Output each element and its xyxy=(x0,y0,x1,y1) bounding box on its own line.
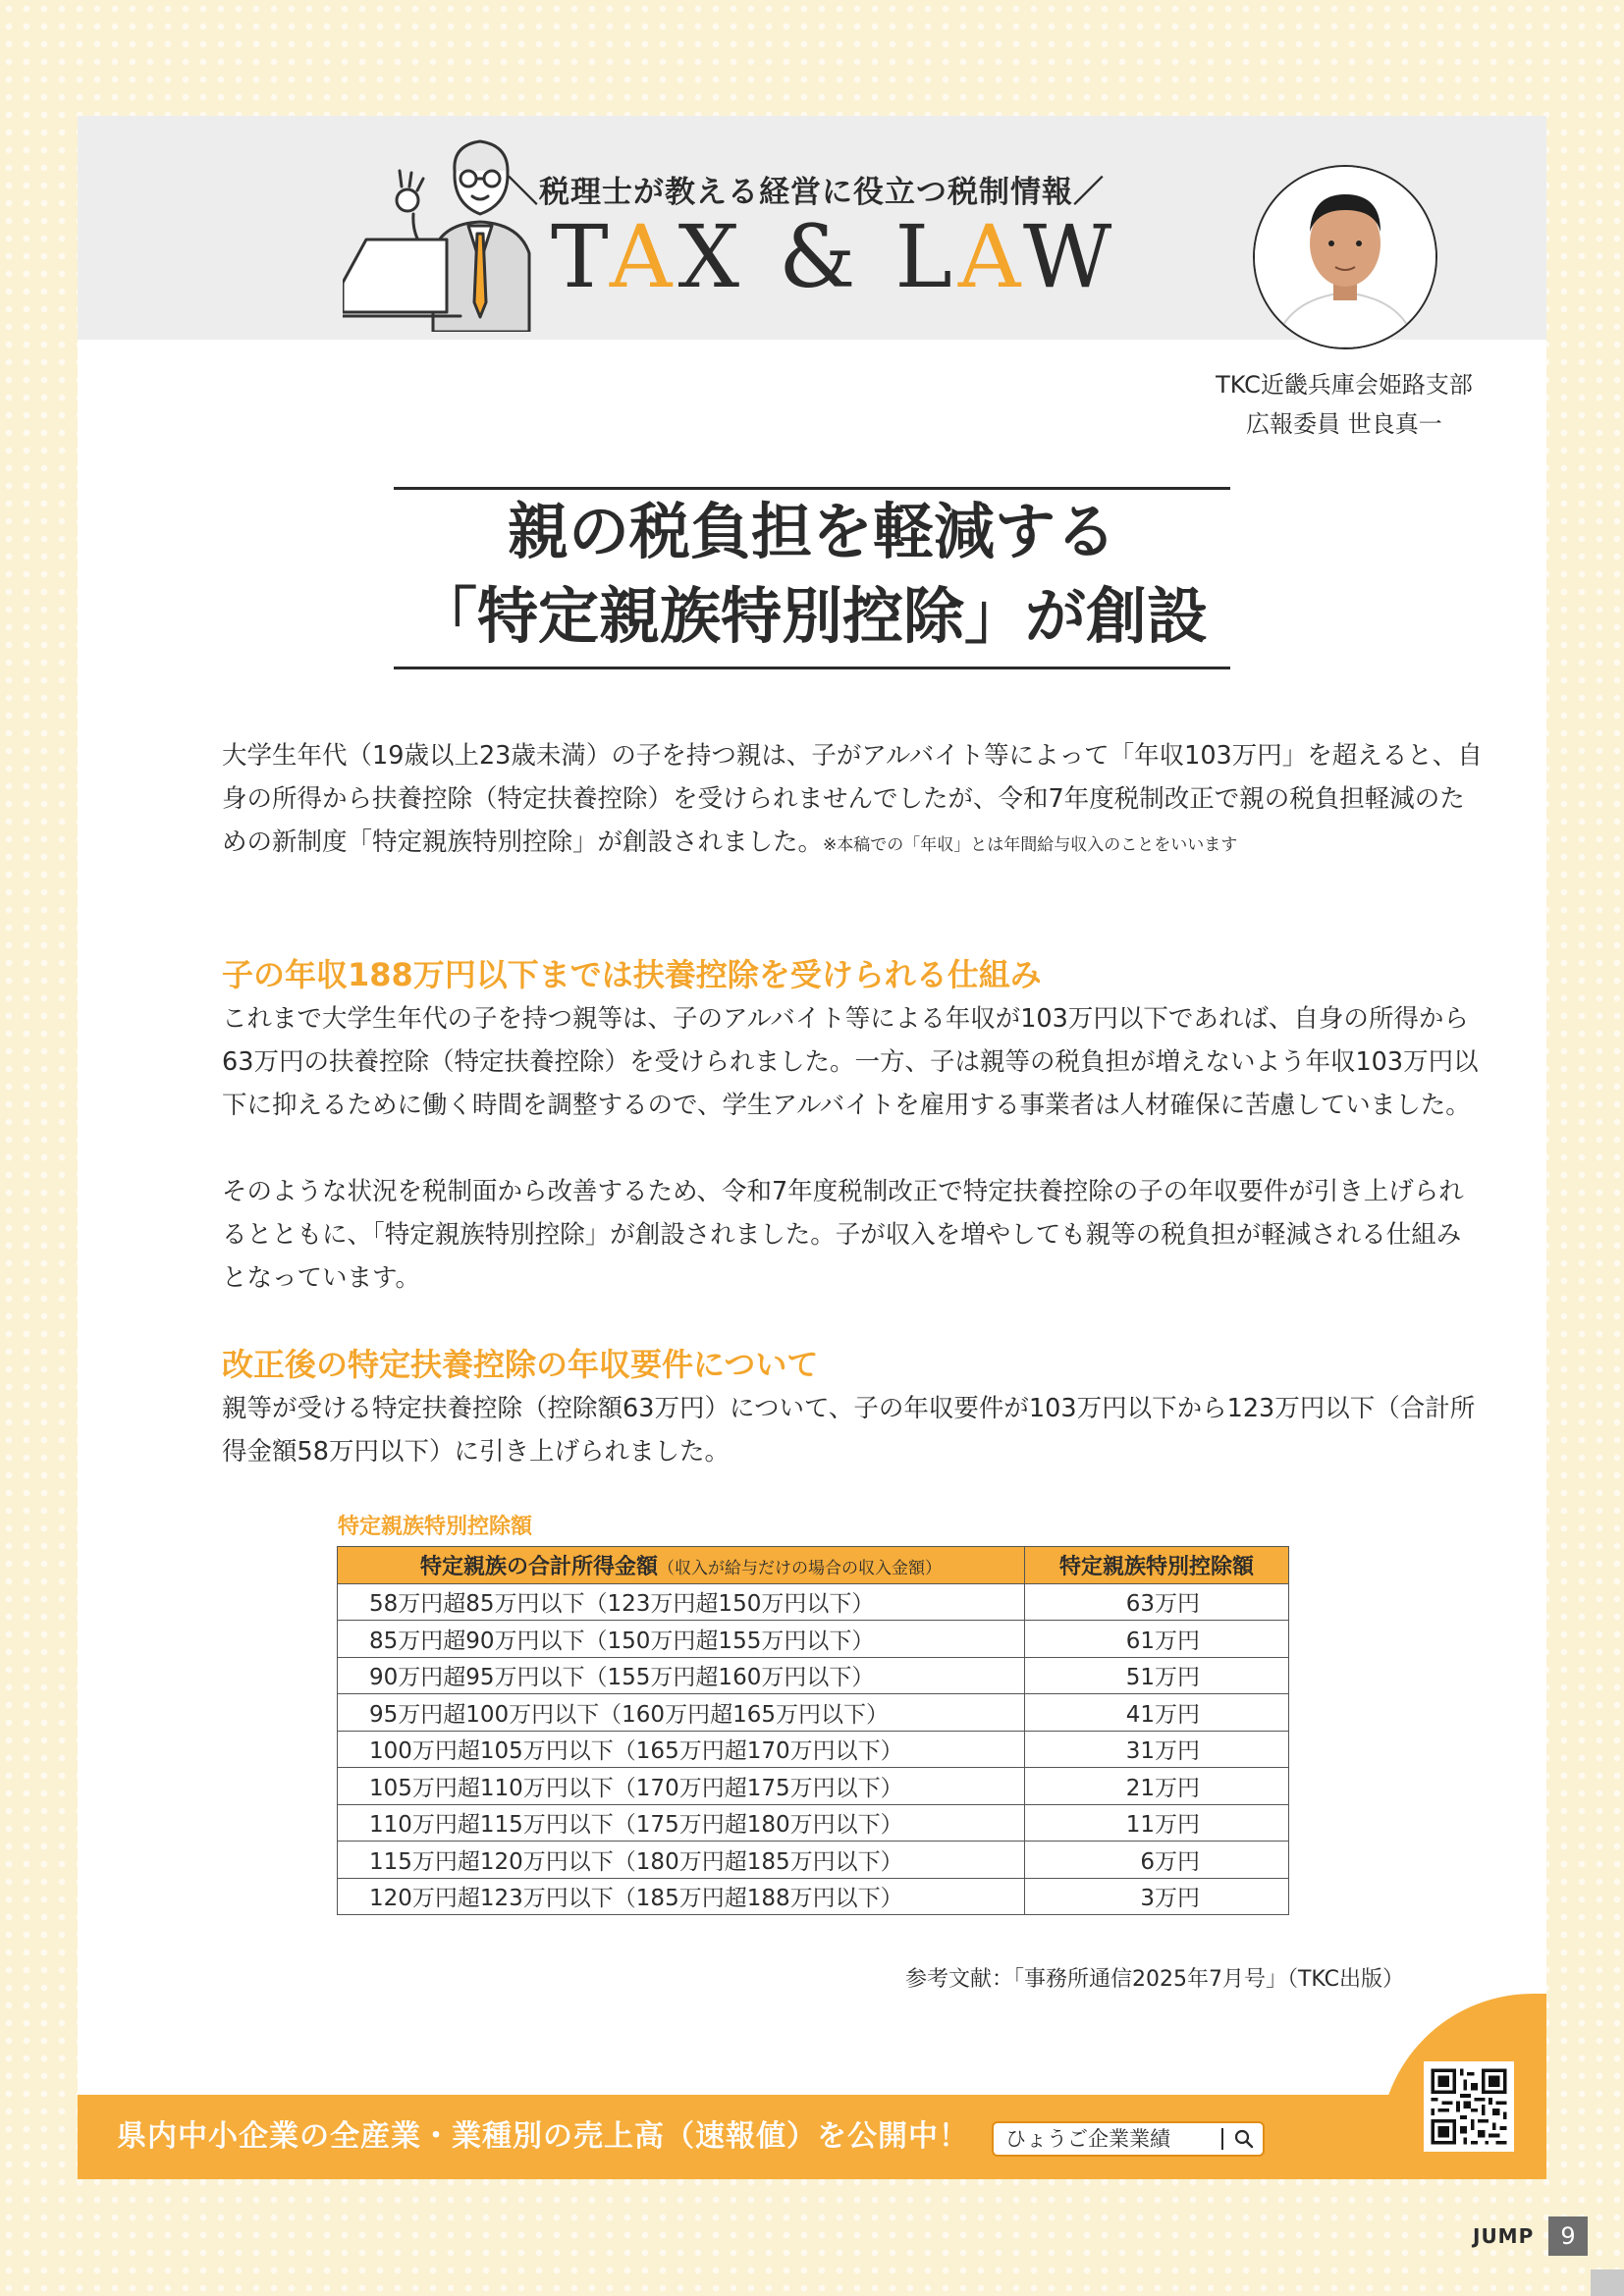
section1-paragraph-1: これまで大学生年代の子を持つ親等は、子のアルバイト等による年収が103万円以下であれば、自身の所得から63万円の扶養控除（特定扶養控除）を受けられました。一方、子は親等の税負担が増えないよう年収103万円以下に抑えるために働く時間を調整するので、学生アルバイトを雇用する事業者は人材確保に苦慮していました。 xyxy=(222,1004,1479,1120)
title-line-1: 親の税負担を軽減する xyxy=(507,496,1116,567)
promo-banner[interactable] xyxy=(78,2095,1546,2179)
banner-text: 県内中小企業の全産業・業種別の売上高（速報値）を公開中！ xyxy=(117,2119,969,2154)
author-credit xyxy=(1158,365,1531,444)
section-heading-2: 改正後の特定扶養控除の年収要件について xyxy=(222,1346,819,1383)
deduction-amount-cell: 63万円 xyxy=(1025,1583,1289,1621)
deduction-amount-cell: 41万円 xyxy=(1025,1694,1289,1732)
search-box[interactable] xyxy=(992,2121,1265,2157)
table-header-deduction: 特定親族特別控除額 xyxy=(1025,1547,1289,1584)
income-range-cell: 115万円超120万円以下（180万円超185万円以下） xyxy=(338,1842,1025,1879)
income-range-cell: 120万円超123万円以下（185万円超188万円以下） xyxy=(338,1878,1025,1915)
table-header-row xyxy=(338,1547,1289,1584)
table-row xyxy=(338,1657,1289,1694)
table-row xyxy=(338,1804,1289,1842)
deduction-amount-cell: 61万円 xyxy=(1025,1621,1289,1658)
section2-paragraph: 親等が受ける特定扶養控除（控除額63万円）について、子の年収要件が103万円以下から123万円以下（合計所得金額58万円以下）に引き上げられました。 xyxy=(222,1394,1476,1467)
brand-part: W xyxy=(1022,206,1118,307)
table-row xyxy=(338,1583,1289,1621)
income-range-cell: 90万円超95万円以下（155万円超160万円以下） xyxy=(338,1657,1025,1694)
table-caption: 特定親族特別控除額 xyxy=(338,1515,533,1539)
qr-code[interactable] xyxy=(1422,2059,1516,2154)
intro-note: ※本稿での「年収」とは年間給与収入のことをいいます xyxy=(823,835,1238,855)
income-range-cell: 85万円超90万円以下（150万円超155万円以下） xyxy=(338,1621,1025,1658)
table-row xyxy=(338,1878,1289,1915)
brand-logo-tax-law xyxy=(551,206,1118,307)
magazine-name: JUMP xyxy=(1473,2224,1535,2248)
deduction-table xyxy=(337,1546,1289,1915)
reference-citation: 参考文献：「事務所通信2025年7月号」（TKC出版） xyxy=(904,1967,1404,1992)
brand-part-accent: A xyxy=(609,206,678,307)
deduction-amount-cell: 3万円 xyxy=(1025,1878,1289,1915)
table-row xyxy=(338,1768,1289,1805)
header-income-label: 特定親族の合計所得金額 xyxy=(419,1554,658,1579)
section-heading-1: 子の年収188万円以下までは扶養控除を受けられる仕組み xyxy=(222,956,1042,993)
table-header-income xyxy=(338,1547,1025,1584)
table-row xyxy=(338,1694,1289,1732)
article-page xyxy=(78,116,1546,2154)
search-keyword: ひょうご企業業績 xyxy=(1005,2127,1170,2151)
deduction-amount-cell: 6万円 xyxy=(1025,1842,1289,1879)
section1-paragraph-2: そのような状況を税制面から改善するため、令和7年度税制改正で特定扶養控除の子の年収要件が引き上げられるとともに、「特定親族特別控除」が創設されました。子が収入を増やしても親等の税負担が軽減される仕組みとなっています。 xyxy=(222,1177,1464,1293)
title-line-2: 「特定親族特別控除」が創設 xyxy=(415,580,1208,652)
search-icon[interactable] xyxy=(1233,2128,1255,2150)
intro-paragraph xyxy=(222,734,1484,867)
corner-tab xyxy=(1591,2269,1624,2296)
deduction-amount-cell: 11万円 xyxy=(1025,1804,1289,1842)
table-row xyxy=(338,1842,1289,1879)
deduction-amount-cell: 21万円 xyxy=(1025,1768,1289,1805)
author-affiliation: TKC近畿兵庫会姫路支部 xyxy=(1216,371,1473,399)
page-number: 9 xyxy=(1548,2216,1588,2256)
author-photo xyxy=(1253,165,1437,349)
income-range-cell: 110万円超115万円以下（175万円超180万円以下） xyxy=(338,1804,1025,1842)
deduction-amount-cell: 51万円 xyxy=(1025,1657,1289,1694)
qr-code-icon xyxy=(1424,2061,1514,2152)
brand-part: T xyxy=(551,206,610,307)
section-kicker: ＼税理士が教える経営に役立つ税制情報／ xyxy=(508,175,1105,210)
intro-text: 大学生年代（19歳以上23歳未満）の子を持つ親は、子がアルバイト等によって「年収103万円」を超えると、自身の所得から扶養控除（特定扶養控除）を受けられませんでしたが、令和7年度税制改正で親の税負担軽減のための新制度「特定親族特別控除」が創設されました。 xyxy=(222,741,1483,857)
brand-part: X & L xyxy=(677,206,958,307)
deduction-amount-cell: 31万円 xyxy=(1025,1731,1289,1768)
income-range-cell: 100万円超105万円以下（165万円超170万円以下） xyxy=(338,1731,1025,1768)
article-title xyxy=(394,487,1230,669)
header-income-note: （収入が給与だけの場合の収入金額） xyxy=(658,1558,942,1578)
income-range-cell: 95万円超100万円以下（160万円超165万円以下） xyxy=(338,1694,1025,1732)
brand-part-accent: A xyxy=(957,206,1023,307)
income-range-cell: 58万円超85万円以下（123万円超150万円以下） xyxy=(338,1583,1025,1621)
search-divider xyxy=(1221,2128,1223,2150)
author-portrait-icon xyxy=(1255,167,1435,347)
income-range-cell: 105万円超110万円以下（170万円超175万円以下） xyxy=(338,1768,1025,1805)
author-name: 広報委員 世良真一 xyxy=(1246,410,1442,438)
table-row xyxy=(338,1731,1289,1768)
table-row xyxy=(338,1621,1289,1658)
